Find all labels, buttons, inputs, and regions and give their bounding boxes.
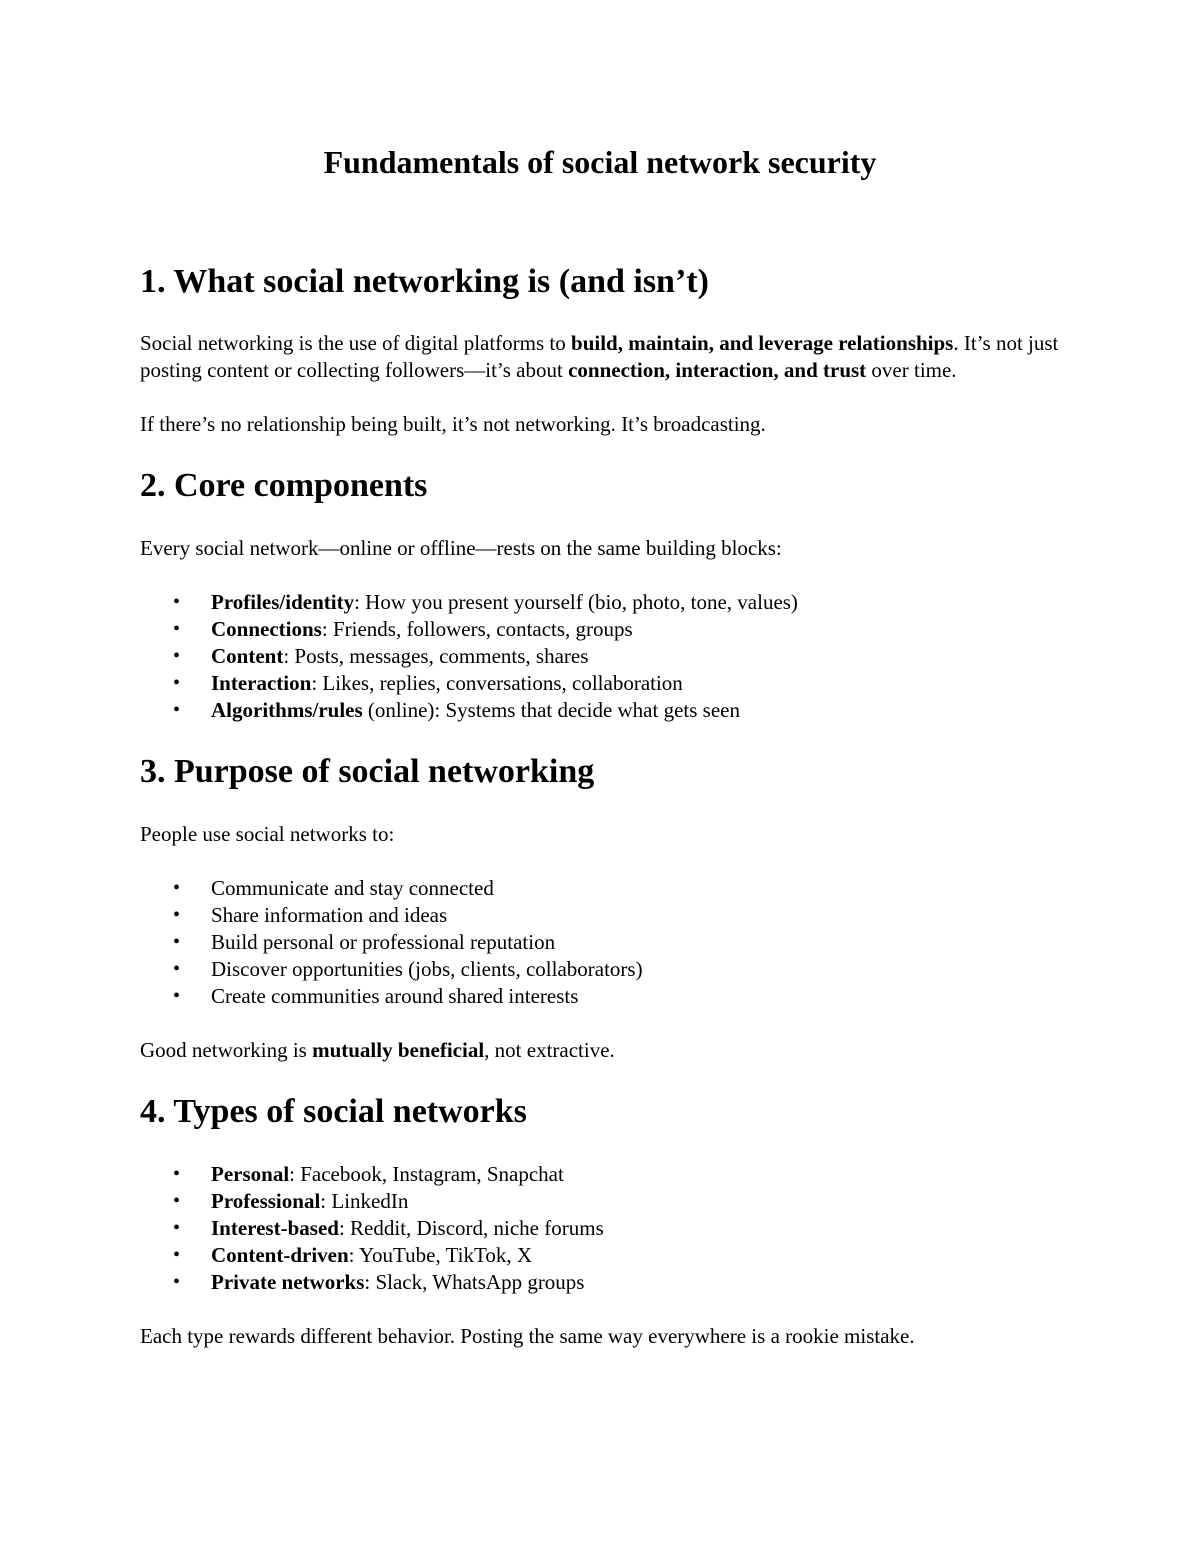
list-item [140,589,1060,616]
list-item-term: Content-driven [211,1243,349,1267]
list-item-term: Professional [211,1189,321,1213]
list-item-term: Algorithms/rules [211,698,363,722]
list-item-desc: : Slack, WhatsApp groups [364,1270,585,1294]
list-item [140,1161,1060,1188]
section-intro: People use social networks to: [140,822,395,846]
list-item-desc: : Reddit, Discord, niche forums [338,1216,604,1240]
list-item [140,670,1060,697]
section-heading-purpose: 3. Purpose of social networking [140,753,595,790]
types-list [140,1161,1060,1296]
list-item-desc: : Friends, followers, contacts, groups [321,617,633,641]
list-item-term: Personal [211,1162,290,1186]
section-heading-types: 4. Types of social networks [140,1093,527,1130]
list-item-term: Private networks [211,1270,365,1294]
document-title: Fundamentals of social network security [323,144,877,180]
list-item-term: Interest-based [211,1216,339,1240]
list-item [140,1188,1060,1215]
list-item-desc: : How you present yourself (bio, photo, tone, values) [354,590,798,614]
list-item-term: Interaction [211,671,312,695]
section-closing: Each type rewards different behavior. Posting the same way everywhere is a rookie mistake. [140,1324,915,1348]
list-item-term: Content [211,644,284,668]
list-item: • Build personal or professional reputation [140,929,1060,956]
list-item: • Communicate and stay connected [140,875,1060,902]
list-item-desc: : Likes, replies, conversations, collaboration [311,671,683,695]
list-item-term: Connections [211,617,322,641]
list-item [140,1215,1060,1242]
list-item [140,1242,1060,1269]
list-item-desc: : YouTube, TikTok, X [348,1243,533,1267]
section-heading-what-is: 1. What social networking is (and isn’t) [140,263,709,300]
section-paragraph-definition [140,330,1060,384]
list-item [140,1269,1060,1296]
list-item [140,616,1060,643]
list-item: • Share information and ideas [140,902,1060,929]
bold-run: connection, interaction, and trust [568,358,867,382]
text-run: . It’s not just posting content or collecting followers—it’s about [140,331,1059,382]
list-item-desc: : Posts, messages, comments, shares [283,644,589,668]
list-item-term: Profiles/identity [211,590,355,614]
section-closing [140,1037,1060,1064]
bold-run: build, maintain, and leverage relationships [571,331,954,355]
list-item-desc: : LinkedIn [320,1189,409,1213]
text-run: over time. [866,358,957,382]
section-heading-core-components: 2. Core components [140,467,428,504]
list-item-desc: : Facebook, Instagram, Snapchat [289,1162,564,1186]
list-item-desc: (online): Systems that decide what gets seen [362,698,740,722]
text-run: Good networking is [140,1038,313,1062]
section-paragraph-broadcasting: If there’s no relationship being built, it’s not networking. It’s broadcasting. [140,412,766,436]
section-intro: Every social network—online or offline—rests on the same building blocks: [140,536,782,560]
list-item [140,643,1060,670]
bold-run: mutually beneficial [312,1038,485,1062]
list-item [140,697,1060,724]
list-item: • Discover opportunities (jobs, clients, collaborators) [140,956,1060,983]
core-components-list [140,589,1060,724]
text-run: , not extractive. [484,1038,615,1062]
purpose-list [140,875,1060,1010]
list-item: • Create communities around shared interests [140,983,1060,1010]
text-run: Social networking is the use of digital platforms to [140,331,572,355]
